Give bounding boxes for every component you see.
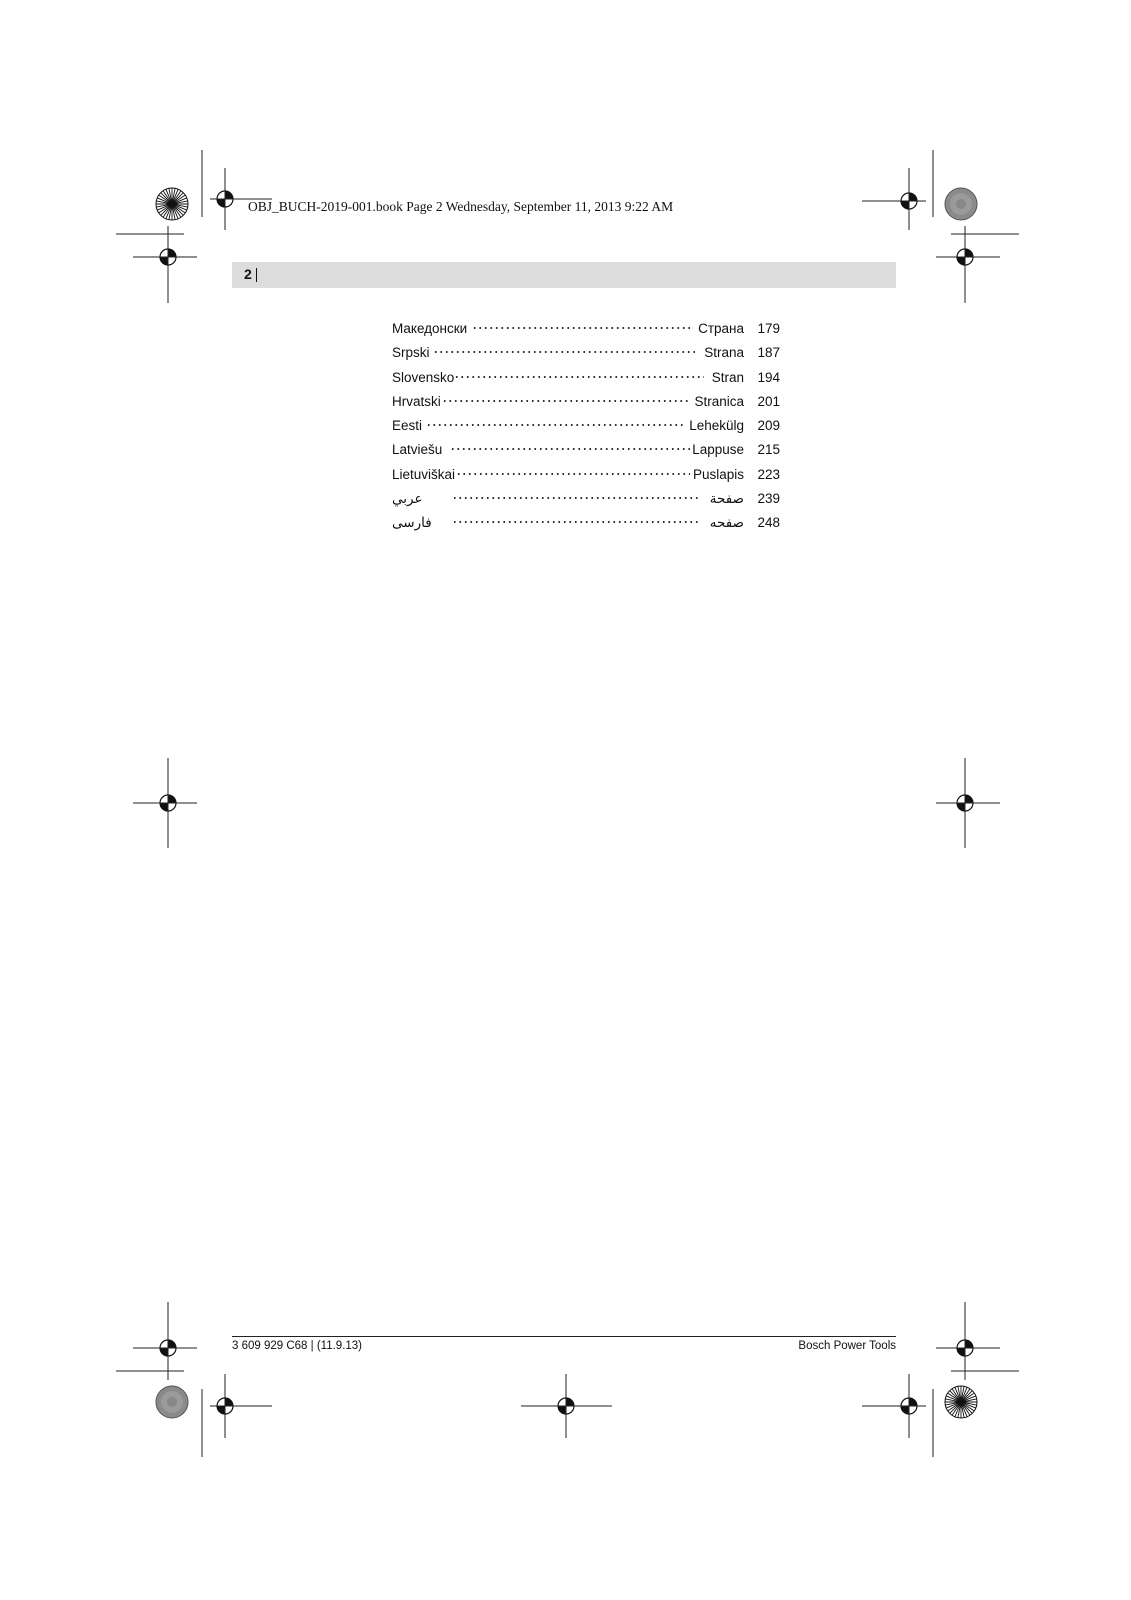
toc-entry bbox=[392, 342, 780, 366]
toc-entry bbox=[392, 512, 780, 536]
print-slug: OBJ_BUCH-2019-001.book Page 2 Wednesday, September 11, 2013 9:22 AM bbox=[248, 199, 674, 214]
footer-document-number: 3 609 929 C68 | (11.9.13) bbox=[232, 1340, 363, 1352]
toc-page-number: 248 bbox=[757, 515, 780, 531]
footer-rule bbox=[232, 1336, 896, 1337]
toc-language: Srpski bbox=[392, 345, 430, 361]
toc-entry bbox=[392, 391, 780, 415]
toc-page-number: 215 bbox=[757, 442, 780, 458]
toc-page-word: Lappuse bbox=[692, 442, 744, 458]
toc-page-word: Stranica bbox=[694, 393, 744, 409]
toc-page-number: 201 bbox=[757, 393, 780, 409]
toc-language: Lietuviškai bbox=[392, 466, 456, 482]
toc-language: Македонски bbox=[392, 321, 468, 336]
toc-entry bbox=[392, 464, 780, 488]
toc-dot-leader bbox=[456, 473, 690, 475]
toc-entry bbox=[392, 367, 780, 391]
page-header-bar bbox=[232, 262, 896, 288]
toc-language: Latviešu bbox=[392, 442, 443, 458]
toc-entry bbox=[392, 415, 780, 439]
toc-page-word: Страна bbox=[698, 321, 744, 336]
toc-dot-leader bbox=[433, 351, 695, 353]
toc-page-word: صفحه bbox=[709, 515, 744, 532]
toc-page-number: 223 bbox=[757, 466, 780, 482]
toc-dot-leader bbox=[452, 497, 698, 499]
toc-dot-leader bbox=[442, 400, 688, 402]
toc-page-word: صفحة bbox=[709, 491, 744, 508]
toc-language: Hrvatski bbox=[392, 393, 441, 409]
toc-page-number: 187 bbox=[757, 345, 780, 361]
toc-dot-leader bbox=[454, 376, 704, 378]
toc-dot-leader bbox=[472, 327, 690, 329]
toc-language: Eesti bbox=[392, 418, 423, 434]
toc-entry bbox=[392, 439, 780, 463]
page-number-separator bbox=[256, 268, 257, 282]
toc-page-number: 239 bbox=[757, 491, 780, 507]
toc-page-number: 179 bbox=[757, 321, 780, 336]
toc-language: Slovensko bbox=[392, 369, 455, 385]
toc-entry bbox=[392, 488, 780, 512]
toc-language: فارسی bbox=[392, 515, 432, 532]
table-of-contents bbox=[392, 318, 780, 537]
toc-page-word: Puslapis bbox=[692, 466, 744, 482]
toc-page-number: 194 bbox=[757, 369, 780, 385]
toc-language: عربي bbox=[392, 491, 423, 508]
footer-brand: Bosch Power Tools bbox=[798, 1340, 896, 1352]
toc-page-word: Stran bbox=[711, 369, 744, 385]
toc-dot-leader bbox=[450, 448, 690, 450]
toc-page-word: Strana bbox=[704, 345, 744, 361]
page-number: 2 bbox=[244, 266, 252, 282]
toc-dot-leader bbox=[426, 424, 684, 426]
toc-page-number: 209 bbox=[757, 418, 780, 434]
toc-page-word: Lehekülg bbox=[689, 418, 744, 434]
toc-entry bbox=[392, 318, 780, 342]
toc-dot-leader bbox=[452, 521, 698, 523]
